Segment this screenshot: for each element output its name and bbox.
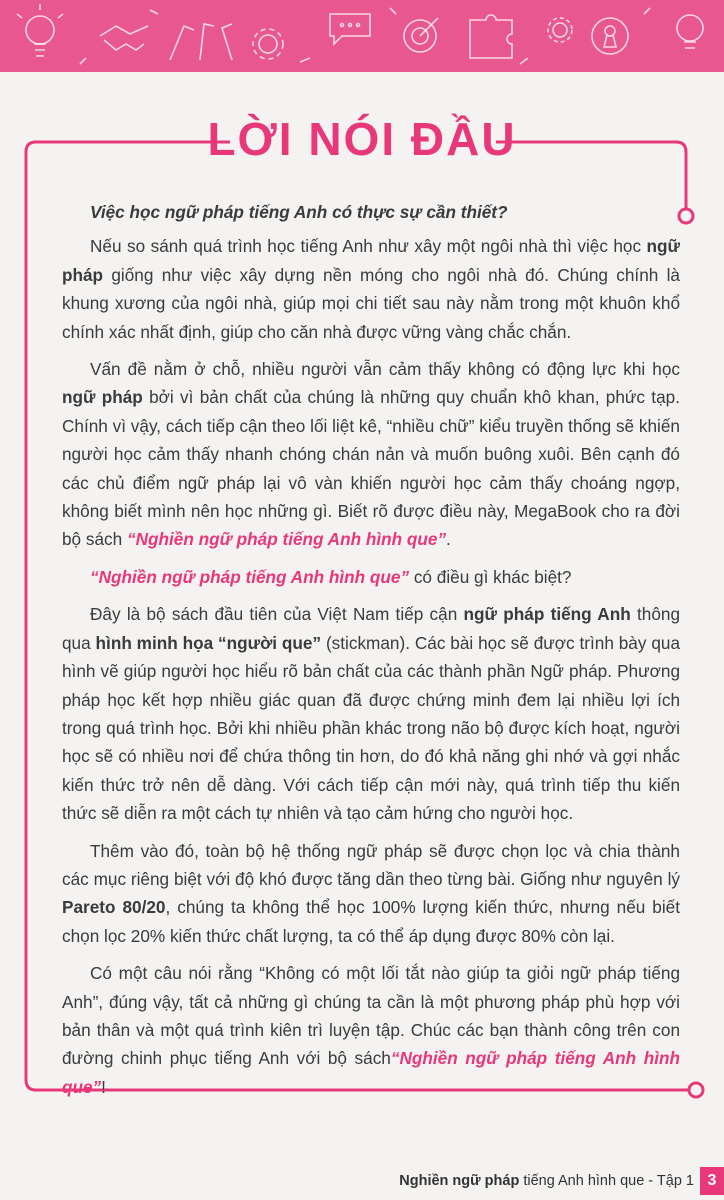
gear-icon-small (548, 18, 572, 42)
decorative-banner (0, 0, 724, 72)
target-icon (404, 18, 438, 52)
question-heading-1: Việc học ngữ pháp tiếng Anh có thực sự cần thiết? (90, 202, 508, 222)
paragraph-3: Đây là bộ sách đầu tiên của Việt Nam tiếp cận ngữ pháp tiếng Anh thông qua hình minh họa “người que” (stickman). Các bài học sẽ được trình bày qua hình vẽ giúp người học hiểu rõ bản chất của các thành phần Ngữ pháp. Phương pháp học kết hợp nhiều giác quan đã được chứng minh đem lại nhiều lợi ích trong quá trình học. Bởi khi nhiều phần khác trong não bộ được kích hoạt, người học sẽ có nhiều nơi để chứa thông tin hơn, do đó khả năng ghi nhớ và gợi nhắc kiến thức trở nên dễ dàng. Với cách tiếp cận mới này, quá trình tiếp thu kiến thức sẽ diễn ra một cách tự nhiên và tạo cảm hứng cho người học. (62, 604, 681, 824)
frame-node-top (679, 209, 693, 223)
keyhole-icon (592, 18, 628, 54)
footer-title-rest: tiếng Anh hình que - Tập 1 (519, 1173, 694, 1189)
page-number: 3 (700, 1167, 724, 1195)
question-heading-2: “Nghiền ngữ pháp tiếng Anh hình que” có điều gì khác biệt? (90, 566, 572, 587)
book-title-mention: “Nghiền ngữ pháp tiếng Anh hình que” (62, 1048, 680, 1097)
lightbulb-icon-right (677, 15, 703, 48)
paragraph-2: Vấn đề nằm ở chỗ, nhiều người vẫn cảm thấy không có động lực khi học ngữ pháp bởi vì bản chất của chúng là những quy chuẩn khô khan, phức tạp. Chính vì vậy, cách tiếp cận theo lối liệt kê, “nhiều chữ” kiểu truyền thống sẽ khiến người học cảm thấy nhanh chóng chán nản và muốn buông xuôi. Bên cạnh đó các chủ điểm ngữ pháp lại vô vàn khiến người học cảm thấy choáng ngợp, không biết mình nên học những gì. Biết rõ được điều này, MegaBook cho ra đời bộ sách “Nghiền ngữ pháp tiếng Anh hình que”. (62, 359, 680, 550)
paragraph-5: Có một câu nói rằng “Không có một lối tắt nào giúp ta giỏi ngữ pháp tiếng Anh”, đúng vậy, tất cả những gì chúng ta cần là một phương pháp phù hợp với bản thân và một quá trình kiên trì luyện tập. Chúc các bạn thành công trên con đường chinh phục tiếng Anh với bộ sách“Nghiền ngữ pháp tiếng Anh hình que”! (62, 963, 680, 1097)
page-title: LỜI NÓI ĐẦU (207, 113, 517, 165)
book-title-mention: “Nghiền ngữ pháp tiếng Anh hình que” (126, 529, 447, 550)
preface-body (62, 198, 680, 1110)
running-footer (399, 1168, 694, 1194)
chat-bubble-icon (330, 14, 370, 44)
hands-stack-icon (170, 24, 232, 60)
lightbulb-icon (17, 4, 63, 56)
paragraph-1: Nếu so sánh quá trình học tiếng Anh như xây một ngôi nhà thì việc học ngữ pháp giống như việc xây dựng nền móng cho ngôi nhà đó. Chúng chính là khung xương của ngôi nhà, giúp mọi chi tiết sau này nằm trong một khuôn khổ chính xác nhất định, giúp cho căn nhà được vững vàng chắc chắn. (62, 236, 680, 342)
gear-icon (253, 29, 283, 59)
handshake-icon (100, 26, 148, 50)
paragraph-4: Thêm vào đó, toàn bộ hệ thống ngữ pháp sẽ được chọn lọc và chia thành các mục riêng biệt với độ khó được tăng dần theo từng bài. Giống như nguyên lý Pareto 80/20, chúng ta không thể học 100% lượng kiến thức, nhưng nếu biết chọn lọc 20% kiến thức chất lượng, ta có thể áp dụng được 80% còn lại. (62, 840, 681, 946)
footer-title-bold: Nghiền ngữ pháp (399, 1173, 520, 1189)
frame-node-bottom (689, 1083, 703, 1097)
puzzle-icon (470, 15, 512, 58)
